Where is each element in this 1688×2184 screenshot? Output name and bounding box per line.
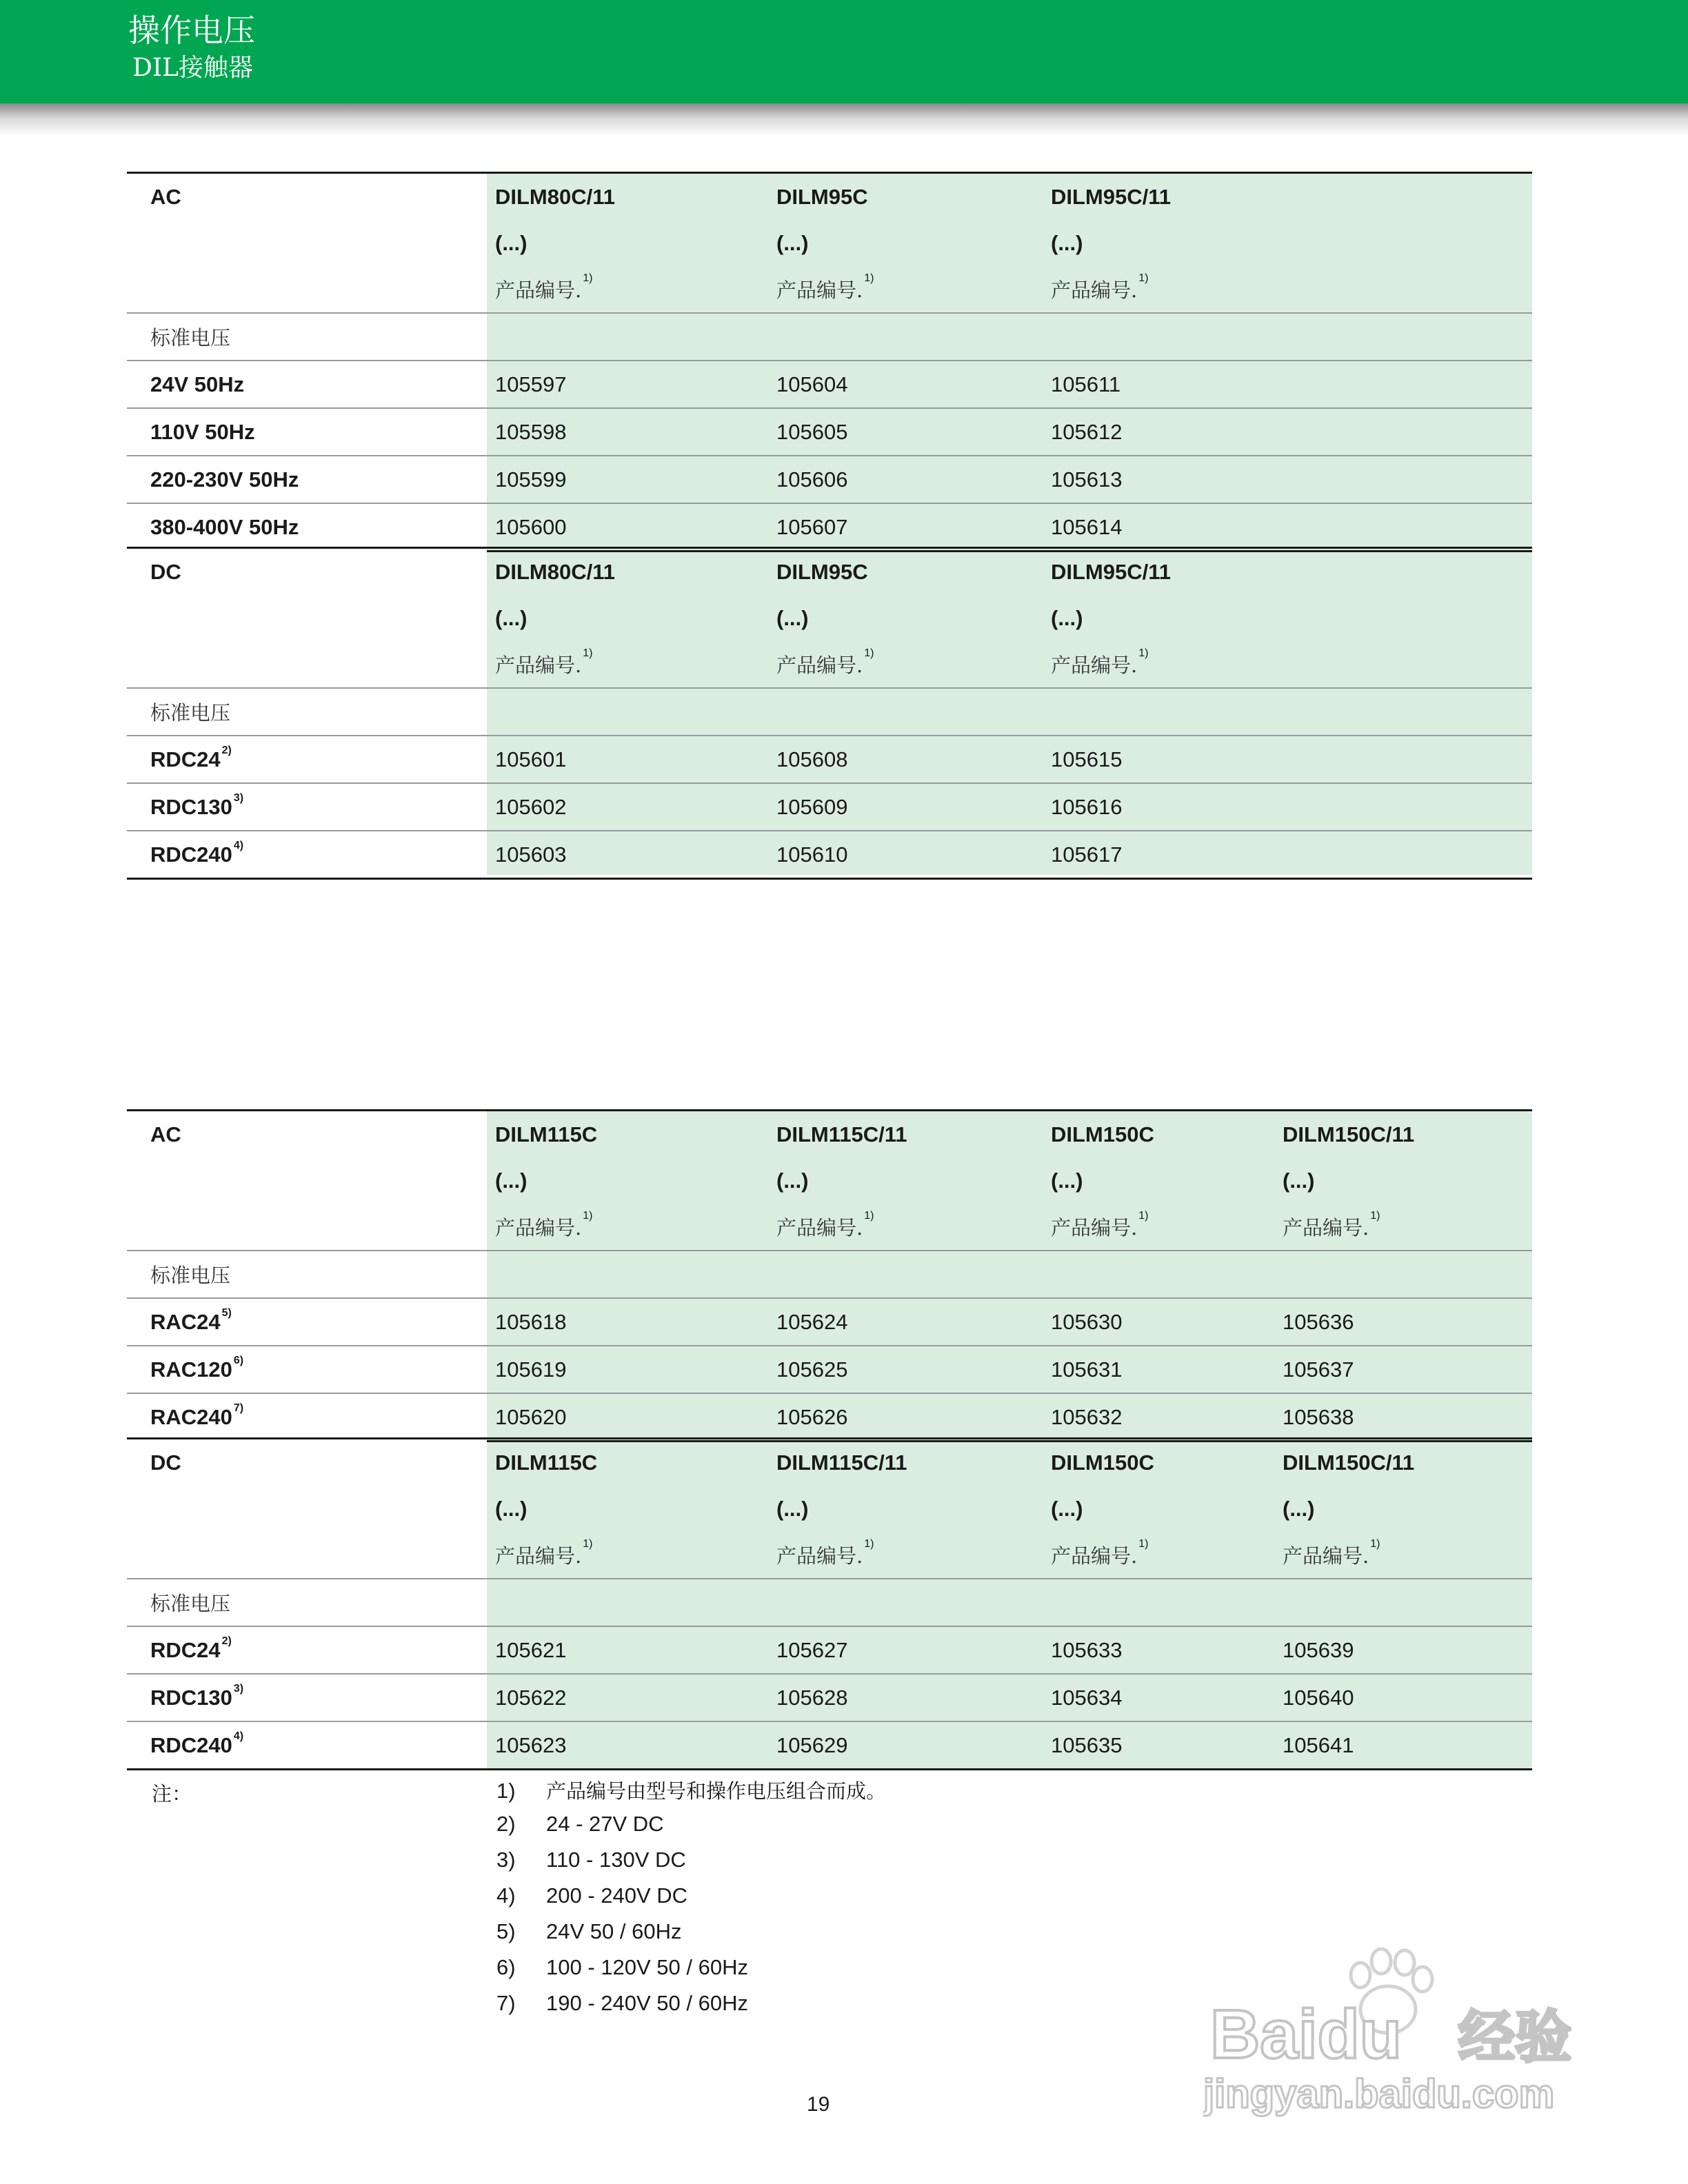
product-number: 105603	[487, 831, 768, 879]
product-label-text: 产品编号.	[1283, 1216, 1369, 1240]
product-number: 105599	[487, 456, 768, 503]
footnote-ref: 2)	[221, 744, 232, 756]
product-number: 105638	[1274, 1393, 1532, 1442]
footnote-ref: 1)	[1370, 1210, 1380, 1222]
note-item	[496, 1991, 748, 2027]
voltage-label-cell	[127, 456, 487, 503]
footnote-ref: 1)	[1370, 1538, 1380, 1550]
product-number: 105602	[487, 783, 768, 831]
product-label-text: 产品编号.	[1051, 1544, 1138, 1568]
voltage-label: RDC130	[150, 794, 232, 819]
ellipsis-text	[1274, 220, 1532, 266]
table-ellipsis-row	[127, 1486, 1532, 1532]
voltage-label-cell	[127, 736, 487, 783]
product-number: 105612	[1043, 408, 1274, 456]
product-number	[1274, 361, 1532, 408]
product-label-text: 产品编号.	[1283, 1544, 1369, 1568]
ellipsis-text: (...)	[1283, 1496, 1315, 1521]
ellipsis-text	[1274, 595, 1532, 641]
footnote-ref: 7)	[233, 1402, 244, 1414]
voltage-label: RDC130	[150, 1685, 232, 1710]
table-header-row	[127, 1439, 1532, 1486]
std-voltage-label: 标准电压	[150, 1264, 231, 1287]
product-number: 105616	[1043, 783, 1274, 831]
section-label: AC	[127, 173, 487, 221]
section-label: AC	[127, 1111, 487, 1158]
voltage-label-cell	[127, 1298, 487, 1346]
voltage-label: 24V 50Hz	[150, 372, 245, 396]
product-label-text: 产品编号.	[776, 1544, 863, 1568]
blank-cell	[768, 688, 1043, 736]
footnote-ref: 1)	[1138, 1210, 1149, 1222]
note-item	[496, 1812, 664, 1848]
voltage-label: 110V 50Hz	[150, 419, 255, 444]
blank-cell	[768, 1251, 1043, 1298]
blank-cell	[127, 1532, 487, 1579]
model-name: DILM150C/11	[1274, 1111, 1532, 1158]
model-name: DILM150C	[1043, 1111, 1274, 1158]
footnote-ref: 4)	[233, 839, 244, 851]
product-label-text: 产品编号.	[1051, 654, 1138, 677]
product-number: 105619	[487, 1346, 768, 1393]
note-item	[496, 1919, 681, 1955]
footnote-ref: 1)	[583, 647, 593, 659]
watermark-suffix: 经验	[1458, 2005, 1572, 2070]
model-name: DILM95C	[768, 173, 1043, 221]
blank-cell	[1043, 1579, 1274, 1626]
voltage-label: RAC120	[150, 1357, 232, 1382]
footnote-ref: 3)	[233, 791, 244, 804]
note-item	[496, 1848, 686, 1883]
product-number: 105623	[487, 1721, 768, 1770]
product-number-label	[768, 1532, 1043, 1579]
voltage-label: 380-400V 50Hz	[150, 514, 299, 539]
product-number: 105605	[768, 408, 1043, 456]
product-label-text: 产品编号.	[495, 279, 582, 302]
product-number: 105600	[487, 503, 768, 552]
std-voltage-cell	[127, 1579, 487, 1626]
ellipsis-text: (...)	[776, 605, 809, 630]
product-label-text: 产品编号.	[495, 654, 582, 677]
voltage-label: RDC24	[150, 1637, 221, 1662]
voltage-label-cell	[127, 1626, 487, 1674]
page-number: 19	[807, 2093, 830, 2116]
product-number: 105615	[1043, 736, 1274, 783]
footnote-ref: 1)	[583, 1538, 593, 1550]
table-product-label-row	[127, 1532, 1532, 1579]
table-row	[127, 503, 1532, 552]
product-number: 105632	[1043, 1393, 1274, 1442]
footnote-ref: 1)	[864, 647, 874, 659]
std-voltage-row	[127, 313, 1532, 361]
blank-cell	[1274, 1251, 1532, 1298]
voltage-label-cell	[127, 1346, 487, 1393]
product-number-label	[768, 1204, 1043, 1251]
footnote-ref: 1)	[864, 1538, 874, 1550]
product-number: 105639	[1274, 1626, 1532, 1674]
std-voltage-row	[127, 1251, 1532, 1298]
table-row	[127, 783, 1532, 831]
table-row	[127, 1674, 1532, 1721]
watermark-brand: Baidu	[1210, 1996, 1402, 2073]
spec-table	[127, 172, 1532, 552]
blank-cell	[1274, 313, 1532, 361]
product-number: 105635	[1043, 1721, 1274, 1770]
note-number: 2)	[496, 1812, 516, 1836]
voltage-label: 220-230V 50Hz	[150, 467, 299, 492]
product-number	[1274, 783, 1532, 831]
product-number: 105641	[1274, 1721, 1532, 1770]
ellipsis-text: (...)	[1051, 1496, 1083, 1521]
voltage-label-cell	[127, 1674, 487, 1721]
footnote-ref: 1)	[1138, 647, 1149, 659]
std-voltage-label: 标准电压	[150, 701, 231, 725]
note-item	[496, 1776, 886, 1812]
model-name: DILM80C/11	[487, 548, 768, 596]
blank-cell	[127, 1486, 487, 1532]
product-number-label	[487, 1532, 768, 1579]
product-number-label	[1043, 266, 1274, 313]
product-number: 105621	[487, 1626, 768, 1674]
blank-cell	[768, 1579, 1043, 1626]
page-title: 操作电压	[128, 12, 255, 49]
blank-cell	[487, 1579, 768, 1626]
voltage-label: RAC240	[150, 1404, 232, 1429]
product-number: 105606	[768, 456, 1043, 503]
product-number: 105637	[1274, 1346, 1532, 1393]
footnote-ref: 1)	[583, 1210, 593, 1222]
table-header-row	[127, 173, 1532, 221]
product-label-text: 产品编号.	[1051, 279, 1138, 302]
table-ellipsis-row	[127, 1157, 1532, 1204]
table-row	[127, 1298, 1532, 1346]
product-number-label	[1043, 641, 1274, 688]
product-label-text: 产品编号.	[776, 279, 863, 302]
ellipsis-text: (...)	[776, 1168, 809, 1193]
note-text: 24 - 27V DC	[546, 1812, 664, 1836]
footnote-ref: 1)	[583, 272, 593, 284]
model-name: DILM115C	[487, 1111, 768, 1158]
blank-cell	[1043, 1251, 1274, 1298]
note-number: 3)	[496, 1848, 516, 1872]
model-name: DILM80C/11	[487, 173, 768, 221]
page-subtitle: DIL接触器	[132, 54, 253, 82]
table-row	[127, 1393, 1532, 1442]
table-row	[127, 1721, 1532, 1770]
product-number-label	[487, 266, 768, 313]
std-voltage-row	[127, 688, 1532, 736]
ellipsis-text: (...)	[495, 230, 528, 255]
product-number: 105598	[487, 408, 768, 456]
blank-cell	[127, 1157, 487, 1204]
product-label-text: 产品编号.	[776, 1216, 863, 1240]
footnote-ref: 1)	[1138, 1538, 1149, 1550]
ellipsis-text: (...)	[495, 605, 528, 630]
table-header-row	[127, 548, 1532, 596]
voltage-label-cell	[127, 1721, 487, 1770]
std-voltage-cell	[127, 1251, 487, 1298]
std-voltage-row	[127, 1579, 1532, 1626]
footnote-ref: 6)	[233, 1354, 244, 1366]
spec-table	[127, 1437, 1532, 1770]
product-number-label	[1274, 266, 1532, 313]
note-text: 110 - 130V DC	[546, 1848, 686, 1872]
product-number: 105613	[1043, 456, 1274, 503]
model-name: DILM150C	[1043, 1439, 1274, 1486]
blank-cell	[1274, 688, 1532, 736]
table-row	[127, 831, 1532, 879]
note-text: 100 - 120V 50 / 60Hz	[546, 1955, 748, 1979]
blank-cell	[487, 1251, 768, 1298]
product-number-label	[1043, 1204, 1274, 1251]
blank-cell	[768, 313, 1043, 361]
product-number: 105611	[1043, 361, 1274, 408]
table-ellipsis-row	[127, 595, 1532, 641]
product-number: 105625	[768, 1346, 1043, 1393]
footnote-ref: 1)	[864, 272, 874, 284]
ellipsis-text: (...)	[776, 230, 809, 255]
table-row	[127, 736, 1532, 783]
product-number-label	[487, 641, 768, 688]
blank-cell	[1274, 1579, 1532, 1626]
ellipsis-text: (...)	[1051, 230, 1083, 255]
table-product-label-row	[127, 266, 1532, 313]
blank-cell	[487, 688, 768, 736]
footnote-ref: 1)	[1138, 272, 1149, 284]
note-text: 产品编号由型号和操作电压组合而成。	[546, 1779, 887, 1803]
product-label-text: 产品编号.	[495, 1216, 582, 1240]
product-number-label	[768, 266, 1043, 313]
page-header	[0, 0, 1688, 103]
product-number-label	[487, 1204, 768, 1251]
voltage-label: RAC24	[150, 1309, 221, 1334]
voltage-label: RDC240	[150, 842, 232, 867]
footnote-ref: 3)	[233, 1682, 244, 1695]
product-number: 105624	[768, 1298, 1043, 1346]
table-header-row	[127, 1111, 1532, 1158]
product-number	[1274, 503, 1532, 552]
note-number: 4)	[496, 1883, 516, 1908]
std-voltage-label: 标准电压	[150, 326, 231, 350]
footnote-ref: 4)	[233, 1730, 244, 1742]
product-number: 105622	[487, 1674, 768, 1721]
section-label: DC	[127, 1439, 487, 1486]
ellipsis-text: (...)	[1051, 605, 1083, 630]
voltage-label: RDC24	[150, 747, 221, 771]
table-product-label-row	[127, 641, 1532, 688]
model-name: DILM115C	[487, 1439, 768, 1486]
table-row	[127, 456, 1532, 503]
watermark-url: jingyan.baidu.com	[1203, 2072, 1555, 2116]
product-number-label	[1274, 1532, 1532, 1579]
note-text: 200 - 240V DC	[546, 1883, 688, 1908]
product-number: 105609	[768, 783, 1043, 831]
voltage-label-cell	[127, 783, 487, 831]
product-number: 105601	[487, 736, 768, 783]
product-number: 105629	[768, 1721, 1043, 1770]
ellipsis-text: (...)	[776, 1496, 809, 1521]
product-number: 105607	[768, 503, 1043, 552]
voltage-label-cell	[127, 408, 487, 456]
table-row	[127, 1346, 1532, 1393]
model-name: DILM115C/11	[768, 1439, 1043, 1486]
ellipsis-text: (...)	[495, 1496, 528, 1521]
model-name: DILM115C/11	[768, 1111, 1043, 1158]
product-label-text: 产品编号.	[1051, 1216, 1138, 1240]
product-number: 105633	[1043, 1626, 1274, 1674]
model-name	[1274, 548, 1532, 596]
ellipsis-text: (...)	[495, 1168, 528, 1193]
product-number: 105618	[487, 1298, 768, 1346]
std-voltage-cell	[127, 688, 487, 736]
product-number	[1274, 736, 1532, 783]
product-number: 105630	[1043, 1298, 1274, 1346]
blank-cell	[127, 266, 487, 313]
note-number: 1)	[496, 1779, 516, 1803]
product-number: 105636	[1274, 1298, 1532, 1346]
footnote-ref: 1)	[864, 1210, 874, 1222]
voltage-label-cell	[127, 503, 487, 552]
note-number: 6)	[496, 1955, 516, 1979]
product-number: 105608	[768, 736, 1043, 783]
blank-cell	[127, 220, 487, 266]
note-number: 7)	[496, 1991, 516, 2015]
note-number: 5)	[496, 1919, 516, 1943]
product-number: 105628	[768, 1674, 1043, 1721]
note-item	[496, 1883, 687, 1919]
model-name: DILM95C/11	[1043, 548, 1274, 596]
product-number-label	[1043, 1532, 1274, 1579]
note-text: 24V 50 / 60Hz	[546, 1919, 682, 1943]
product-number: 105640	[1274, 1674, 1532, 1721]
product-number: 105617	[1043, 831, 1274, 879]
product-number-label	[1274, 1204, 1532, 1251]
ellipsis-text: (...)	[1051, 1168, 1083, 1193]
product-number: 105610	[768, 831, 1043, 879]
product-number: 105626	[768, 1393, 1043, 1442]
model-name: DILM95C	[768, 548, 1043, 596]
ellipsis-text: (...)	[1283, 1168, 1315, 1193]
spec-table	[127, 1109, 1532, 1442]
table-product-label-row	[127, 1204, 1532, 1251]
spec-table	[127, 547, 1532, 880]
model-name: DILM150C/11	[1274, 1439, 1532, 1486]
product-number	[1274, 456, 1532, 503]
voltage-label-cell	[127, 1393, 487, 1442]
table-row	[127, 408, 1532, 456]
voltage-label-cell	[127, 361, 487, 408]
std-voltage-cell	[127, 313, 487, 361]
baidu-watermark-icon	[1203, 1927, 1589, 2127]
product-number-label	[1274, 641, 1532, 688]
product-number	[1274, 831, 1532, 879]
std-voltage-label: 标准电压	[150, 1592, 231, 1615]
model-name: DILM95C/11	[1043, 173, 1274, 221]
product-number: 105620	[487, 1393, 768, 1442]
table-ellipsis-row	[127, 220, 1532, 266]
footnote-ref: 5)	[221, 1306, 232, 1319]
product-number: 105614	[1043, 503, 1274, 552]
header-shadow	[0, 103, 1688, 136]
product-number-label	[768, 641, 1043, 688]
product-number	[1274, 408, 1532, 456]
note-item	[496, 1955, 748, 1991]
footnote-ref: 2)	[221, 1635, 232, 1647]
model-name	[1274, 173, 1532, 221]
product-number: 105631	[1043, 1346, 1274, 1393]
notes-label: 注：	[152, 1782, 192, 1806]
product-number: 105627	[768, 1626, 1043, 1674]
product-number: 105634	[1043, 1674, 1274, 1721]
voltage-label: RDC240	[150, 1732, 232, 1757]
product-label-text: 产品编号.	[495, 1544, 582, 1568]
product-number: 105597	[487, 361, 768, 408]
table-row	[127, 1626, 1532, 1674]
blank-cell	[127, 641, 487, 688]
note-text: 190 - 240V 50 / 60Hz	[546, 1991, 748, 2015]
blank-cell	[1043, 688, 1274, 736]
table-row	[127, 361, 1532, 408]
blank-cell	[127, 1204, 487, 1251]
blank-cell	[1043, 313, 1274, 361]
section-label: DC	[127, 548, 487, 596]
product-label-text: 产品编号.	[776, 654, 863, 677]
blank-cell	[127, 595, 487, 641]
voltage-label-cell	[127, 831, 487, 879]
product-number: 105604	[768, 361, 1043, 408]
blank-cell	[487, 313, 768, 361]
